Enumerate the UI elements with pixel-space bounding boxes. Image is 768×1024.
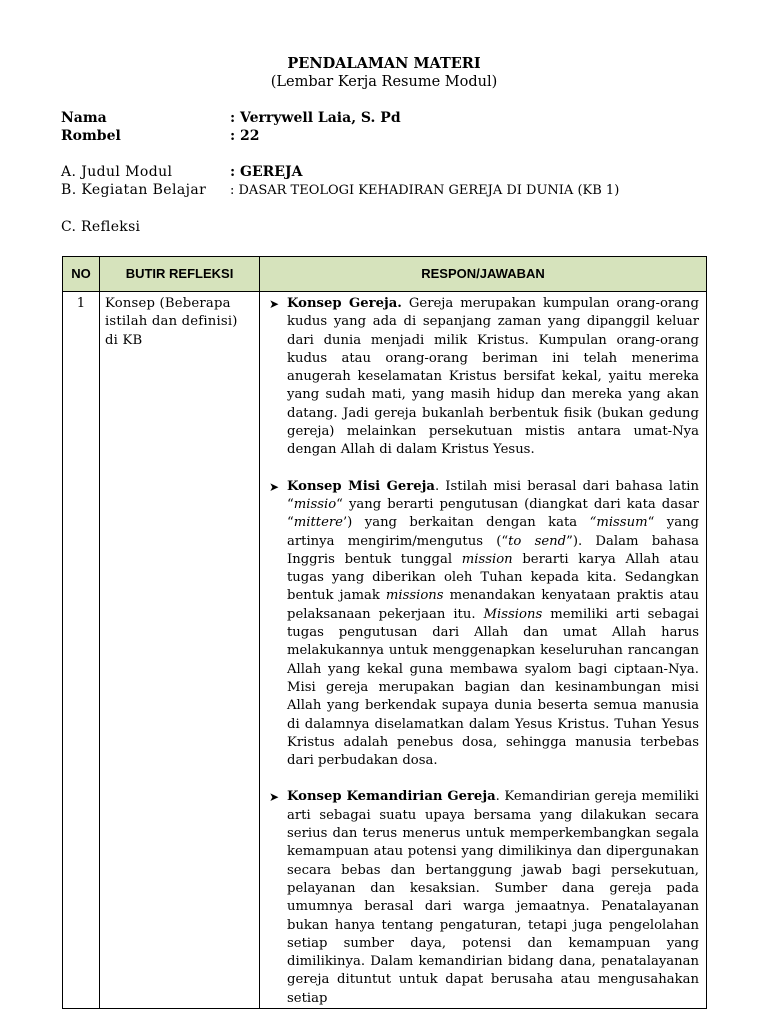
item-text: ”). Dalam bahasa Inggris bentuk tunggal xyxy=(287,533,699,567)
arrow-bullet-icon: ➤ xyxy=(269,479,280,494)
item-text: “ yang artinya mengirim/mengutus (“ xyxy=(287,515,700,549)
document-subtitle: (Lembar Kerja Resume Modul) xyxy=(270,74,498,90)
item-text: ’) yang berkaitan dengan kata xyxy=(342,515,590,531)
table-row xyxy=(63,292,707,1009)
kegiatan-belajar-label: B. Kegiatan Belajar xyxy=(61,182,207,198)
judul-modul-row xyxy=(61,164,302,180)
item-italic: mission xyxy=(461,551,513,567)
header-butir-refleksi: BUTIR REFLEKSI xyxy=(100,257,260,292)
rombel-label: Rombel xyxy=(61,128,121,144)
rombel-row xyxy=(61,128,260,144)
kegiatan-belajar-row xyxy=(61,182,619,198)
arrow-bullet-icon: ➤ xyxy=(269,297,280,311)
list-item xyxy=(269,788,699,1008)
judul-modul-label: A. Judul Modul xyxy=(61,164,173,180)
item-text: memiliki arti sebagai tugas pengutusan dari Allah dan umat Allah harus melakukannya untuk menggenapkan keseluruhan rancangan Allah yang kekal guna membawa syalom bagi ciptaan-Nya. Misi gereja merupakan bagian dan kesinambungan misi Allah yang berkendak supaya dunia beserta semua manusia di dalamnya diselamatkan dalam Yesus Kristus. Tuhan Yesus Kristus adalah penebus dosa, sehingga manusia terbebas dari perbudakan dosa. xyxy=(287,606,699,769)
nama-value: : Verrywell Laia, S. Pd xyxy=(230,110,401,126)
refleksi-heading: C. Refleksi xyxy=(61,219,141,235)
item-text: menandakan kenyataan praktis atau pelaksanaan pekerjaan itu. xyxy=(287,588,699,622)
header-respon-jawaban: RESPON/JAWABAN xyxy=(260,257,707,292)
refleksi-table xyxy=(62,256,707,1009)
item-heading: Konsep Kemandirian Gereja xyxy=(287,789,496,805)
item-text: “ yang berarti pengutusan (diangkat dari kata dasar “ xyxy=(287,496,699,531)
item-text: . Kemandirian gereja memiliki arti sebagai suatu upaya bersama yang dilakukan secara serius dan terus menerus untuk memperkembangkan segala kemampuan atau potensi yang dimilikinya dan dipergunakan secara bebas dan bertanggung jawab bagi persekutuan, pelayanan dan kesaksian. Sumber dana gereja pada umumnya berasal dari warga jemaatnya. Penatalayanan bukan hanya tentang pengaturan, tetapi juga pengelolahan setiap sumber daya, potensi dan kemampuan yang dimilikinya. Dalam kemandirian bidang dana, penatalayanan gereja dituntut untuk dapat berusaha atau mengusahakan setiap xyxy=(287,789,699,1006)
row-number: 1 xyxy=(63,292,100,1009)
item-italic: “missum xyxy=(589,515,648,531)
rombel-value: : 22 xyxy=(230,128,260,144)
item-text: Gereja merupakan kumpulan orang-orang kudus yang ada di sepanjang zaman yang dipanggil keluar dari dunia menjadi milik Kristus. Kumpulan orang-orang kudus atau orang-orang beriman ini telah menerima anugerah keselamatan Kristus bersifat kekal, yaitu mereka yang sudah mati, yang masih hidup dan mereka yang akan datang. Jadi gereja bukanlah berbentuk fisik (bukan gedung gereja) melainkan persekutuan mistis antara umat-Nya dengan Allah di dalam Kristus Yesus. xyxy=(287,296,699,458)
item-text: . Istilah misi berasal dari bahasa latin “ xyxy=(287,478,699,512)
item-italic: Missions xyxy=(483,606,543,622)
nama-row xyxy=(61,110,401,126)
item-text: berarti karya Allah atau tugas yang diberikan oleh Tuhan kepada kita. Sedangkan bentuk jamak xyxy=(287,551,699,604)
item-italic: missio xyxy=(293,496,337,512)
row-butir: Konsep (Beberapa istilah dan definisi) di KB xyxy=(100,292,260,1009)
kegiatan-belajar-value: : DASAR TEOLOGI KEHADIRAN GEREJA DI DUNIA (KB 1) xyxy=(230,183,620,198)
document-title: PENDALAMAN MATERI xyxy=(287,55,481,72)
item-italic: missions xyxy=(385,588,444,604)
item-italic: to send xyxy=(508,533,567,549)
item-heading: Konsep Gereja. xyxy=(287,296,402,311)
header-no: NO xyxy=(63,257,100,292)
arrow-bullet-icon: ➤ xyxy=(269,790,280,805)
list-item xyxy=(269,478,699,771)
judul-modul-value: : GEREJA xyxy=(230,164,303,180)
list-item xyxy=(269,295,699,460)
row-response xyxy=(260,292,707,1009)
table-header-row xyxy=(63,257,707,292)
item-heading: Konsep Misi Gereja xyxy=(287,478,435,494)
nama-label: Nama xyxy=(61,110,107,126)
item-italic: mittere xyxy=(293,515,343,531)
